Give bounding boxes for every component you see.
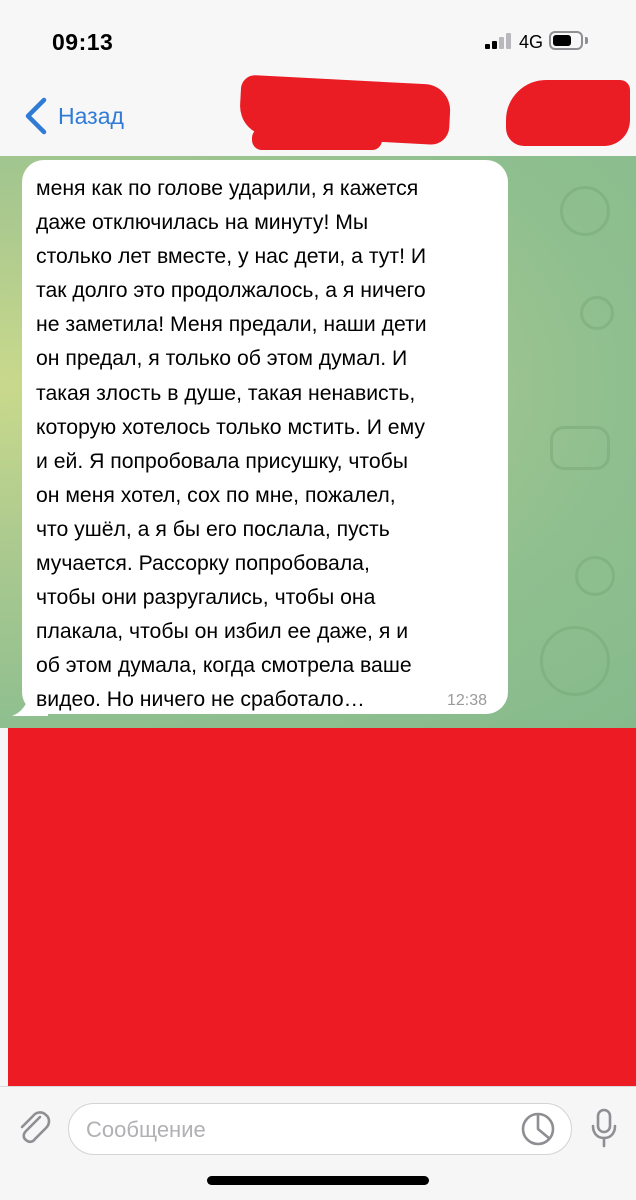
- battery-icon: [549, 31, 583, 50]
- message-line: и ей. Я попробовала присушку, чтобы: [36, 449, 409, 473]
- battery-cap: [585, 37, 588, 44]
- sticker-icon[interactable]: [520, 1111, 556, 1147]
- background-pattern: [560, 186, 610, 236]
- message-line: видео. Но ничего не сработало…: [36, 688, 365, 712]
- message-line: мучается. Рассорку попробовала,: [36, 552, 370, 576]
- background-pattern: [580, 296, 614, 330]
- back-button[interactable]: [22, 94, 124, 138]
- message-input-placeholder: Сообщение: [86, 1117, 206, 1142]
- message-line: так долго это продолжалось, а я ничего: [36, 279, 426, 303]
- message-line: такая злость в душе, такая ненависть,: [36, 381, 416, 405]
- message-line: меня как по голове ударили, я кажется: [36, 177, 419, 200]
- message-text: [36, 172, 496, 718]
- message-line: он предал, я только об этом думал. И: [36, 347, 408, 371]
- message-line: об этом думала, когда смотрела ваше: [36, 654, 412, 678]
- signal-icon: [485, 33, 513, 49]
- background-pattern: [575, 556, 615, 596]
- redacted-avatar[interactable]: [506, 80, 630, 146]
- message-line: которую хотелось только мстить. И ему: [36, 415, 425, 439]
- message-line: плакала, чтобы он избил ее даже, я и: [36, 620, 409, 644]
- chevron-left-icon: [22, 96, 50, 136]
- back-label: Назад: [58, 102, 124, 129]
- message-line: что ушёл, а я бы его послала, пусть: [36, 517, 390, 541]
- background-pattern: [550, 426, 610, 470]
- network-type: 4G: [519, 32, 544, 52]
- message-line: он меня хотел, сох по мне, пожалел,: [36, 483, 396, 507]
- home-indicator: [207, 1176, 429, 1185]
- microphone-icon[interactable]: [588, 1107, 620, 1149]
- message-time: 12:38: [447, 692, 488, 709]
- status-time: 09:13: [52, 29, 114, 55]
- redacted-chat-subtitle: [252, 128, 382, 150]
- message-line: не заметила! Меня предали, наши дети: [36, 313, 427, 337]
- message-line: чтобы они разругались, чтобы она: [36, 586, 376, 610]
- chat-header: [0, 80, 636, 156]
- message-line: столько лет вместе, у нас дети, а тут! И: [36, 245, 427, 269]
- message-line: даже отключилась на минуту! Мы: [36, 211, 369, 235]
- background-pattern: [540, 626, 610, 696]
- redacted-content: [8, 728, 636, 1086]
- status-bar: [0, 0, 636, 80]
- paperclip-icon[interactable]: [14, 1107, 54, 1147]
